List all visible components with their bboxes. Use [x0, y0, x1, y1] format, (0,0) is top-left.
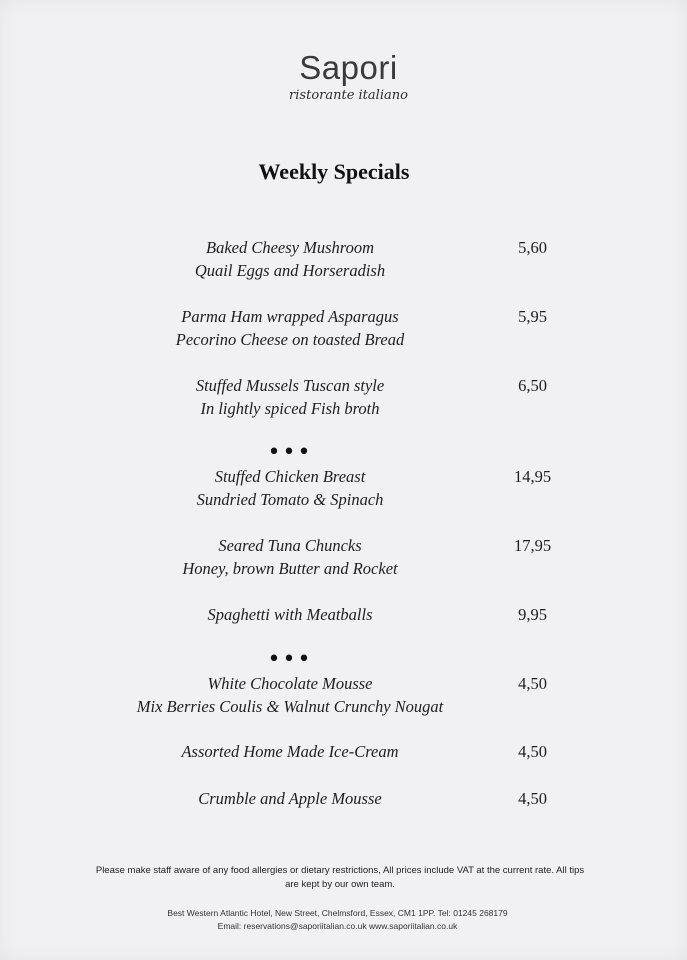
section-separator-desserts: •••	[267, 647, 313, 672]
menu-item-detail: Sundried Tomato & Spinach	[196, 490, 384, 509]
menu-item-price: 17,95	[513, 536, 552, 555]
menu-item-price: 5,95	[518, 307, 547, 326]
menu-item-name: Stuffed Chicken Breast	[214, 467, 366, 486]
menu-item-price: 6,50	[518, 376, 547, 395]
menu-title: Weekly Specials	[258, 159, 410, 184]
menu-item-name: Stuffed Mussels Tuscan style	[195, 376, 385, 395]
menu-item-detail: Mix Berries Coulis & Walnut Crunchy Nougat	[136, 697, 444, 716]
menu-item-detail: In lightly spiced Fish broth	[200, 399, 380, 418]
address-line: Best Western Atlantic Hotel, New Street, Chelmsford, Essex, CM1 1PP. Tel: 01245 268179	[167, 908, 508, 918]
menu-item-detail: Pecorino Cheese on toasted Bread	[175, 330, 405, 349]
restaurant-name: Sapori	[299, 49, 398, 86]
menu-item-name: Baked Cheesy Mushroom	[205, 238, 374, 257]
menu-item-name: Spaghetti with Meatballs	[207, 605, 373, 624]
menu-item-description	[90, 672, 490, 718]
restaurant-tagline: ristorante italiano	[289, 88, 408, 103]
menu-item-price: 14,95	[513, 467, 552, 486]
menu-item-name: Assorted Home Made Ice-Cream	[181, 742, 399, 761]
contact-details	[0, 907, 675, 933]
email-website-line: Email: reservations@saporiitalian.co.uk www.saporiitalian.co.uk	[217, 921, 458, 931]
menu-item-price: 4,50	[518, 674, 547, 693]
menu-item-description	[90, 236, 490, 282]
allergy-notice	[60, 864, 620, 892]
menu-item-detail: Honey, brown Butter and Rocket	[182, 559, 398, 578]
menu-item-name: White Chocolate Mousse	[207, 674, 373, 693]
menu-item-name: Parma Ham wrapped Asparagus	[181, 307, 399, 326]
menu-item-description	[90, 787, 490, 810]
menu-item-price: 4,50	[518, 789, 547, 808]
section-separator-mains: •••	[267, 440, 313, 465]
menu-item-description	[90, 305, 490, 351]
menu-item-name: Seared Tuna Chuncks	[218, 536, 362, 555]
menu-item-description	[90, 603, 490, 626]
menu-item-price: 5,60	[518, 238, 547, 257]
menu-item-name: Crumble and Apple Mousse	[198, 789, 382, 808]
menu-item-price: 9,95	[518, 605, 547, 624]
menu-item-description	[90, 374, 490, 420]
menu-item-description	[90, 534, 490, 580]
allergy-notice-line: Please make staff aware of any food allergies or dietary restrictions, All prices include VAT at the current rate. All tips	[95, 865, 585, 876]
menu-item-description	[90, 465, 490, 511]
menu-item-description	[90, 740, 490, 763]
menu-item-detail: Quail Eggs and Horseradish	[194, 261, 386, 280]
restaurant-logo	[0, 48, 687, 104]
menu-item-price: 4,50	[518, 742, 547, 761]
allergy-notice-line: are kept by our own team.	[285, 879, 395, 890]
